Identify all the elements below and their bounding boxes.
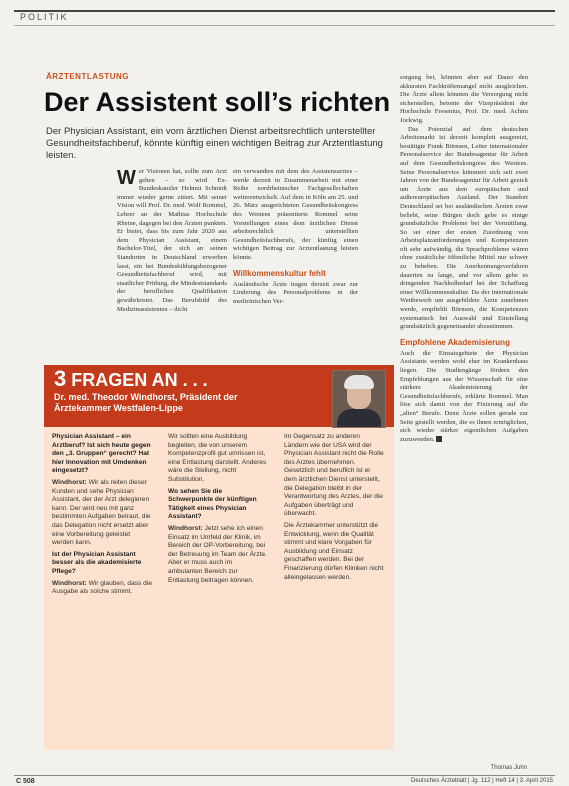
article-column-2 — [233, 168, 358, 306]
article-column-3 — [400, 74, 528, 444]
interview-number: 3 — [54, 366, 67, 391]
page-number: C 508 — [16, 778, 35, 785]
subheading-akademisierung: Empfohlene Akademisierung — [400, 337, 510, 347]
subheading-willkommenskultur: Willkommenskultur fehlt — [233, 268, 326, 278]
interview-answer: Die Ärztekammer unterstützt die Entwicklung, wenn die Qualität stimmt und klare Vorgaben für Ausbildung und Einsatz geschaffen werden. Bei der Finanzierung dürfen Kliniken nicht alleingelassen werden. — [284, 521, 384, 581]
interview-title-line — [54, 366, 208, 391]
interview-answer: Wir sollten eine Ausbildung begleiten, die von unserem Kompetenzprofil gut umrissen ist, eine Entlastung darstellt. Anderes wäre die Stellung, nicht Substitution. — [168, 433, 267, 483]
column-2-paragraph-1: ein verwandtes mit dem des Assistenzarztes – werde derzeit in Zusammenarbeit mit einer Reihe nordrheinischer Fachgesellschaften weiterentwickelt. Auf dem in Köln am 25. und 26. März ausgerichteten Gesundheitskongress des Westens präsentierte Rommel seine Vorstellungen eines dem ärztlichen Dienst arbeitsrechtlich unterstellten Gesundheitsfachberufs, der künftig einen wichtigen Beitrag zur Arztentlastung leisten könnte. — [233, 168, 358, 261]
drop-cap: W — [117, 167, 136, 189]
column-3-paragraph-1: sorgung bei, könnten aber auf Dauer den akkuraten Fachkräftemangel nicht ausgleichen. Die Ärzte allein könnten die Versorgung nicht sicherstellen, betonte der Vizepräsident der Hochschule Fresenius, Prof. Dr. med. Achim Jockwig. — [400, 74, 528, 124]
article-lead: Der Physician Assistant, ein vom ärztlichen Dienst arbeitsrechtlich unterstellter Gesundheitsfachberuf, könnte künftig einen wichtigen Beitrag zur Arztentlastung leisten. — [46, 126, 383, 161]
section-bar — [14, 10, 555, 26]
interview-answer: Windhorst: Wir glauben, dass die Ausgabe als solche stimmt. — [52, 579, 152, 596]
column-3-paragraph-2: Das Potenzial auf dem deutschen Arbeitsmarkt ist derzeit komplett ausgereizt, bestätigte Frank Börnsen, Leiter internationaler Personalservice der Bundesagentur für Arbeit auf dem Gesundheitskongress des Westens. Seine Personalservice kümmert sich seit zwei Jahren von der Bundesagentur für Arbeit gezielt um Ärzte aus dem europäischen und außereuropäischen Ausland. Der Standort Deutschland sei bei ausländischen Ärzten zwar beliebt, seine Bürgen doch gebe es einige grundsätzliche Probleme bei der Vermittlung. So sei einer der ersten Zuordnung von Arbeitsplatzanforderungen und Kompetenzen oft sehr aufwändig, die Sprachprobleme wären ohne zusätzliche öffentliche Mittel nur schwer zu beheben. Die Anerkennungsverfahren dauerten zu lange, und vor allem gebe es dringenden Nachholbedarf bei der Schaffung einer Willkommenskultur. Da der internationale Wettbewerb um ausgebildete Ärzte zunehmen werde, empfiehlt Börnsen, die Kompetenzen systematisch bei Auswahl und Einstellung grundsätzlich gegeneinander abzustimmen. — [400, 125, 528, 331]
interview-question: Physician Assistant – ein Arztberuf? Ist sich heute gegen den „3. Gruppen“ gerecht? Hat hier Innovation mit Umdenken eingesetzt? — [52, 433, 151, 475]
interview-box — [44, 365, 394, 750]
interview-question: Wo sehen Sie die Schwerpunkte der künftigen Tätigkeit eines Physician Assistant? — [168, 487, 257, 521]
column-3-paragraph-3: Auch die Einsatzgebiete der Physician Assistants werden wohl eher im Krankenhaus liegen. Die Studiengänge fördern den Empfehlungen aus der Wissenschaft für eine stärkere Akademisierung der Gesundheitsfachberufe, erklärte Rommel. Man löse sich damit von der Fixierung auf die „alten“ Berufe. Denn Ärzte sollen gerade zur Seite gestellt werden, die es ihnen ermöglichen, sich wieder stärker eigentlichen Aufgaben zuzuwenden. — [400, 349, 528, 443]
author-credit: Thomas Juhn — [490, 765, 527, 771]
section-label: POLITIK — [20, 12, 69, 22]
column-2-paragraph-2: Ausländische Ärzte tragen derzeit zwar zur Linderung des Personalproblems in der medizinischen Ver- — [233, 280, 358, 305]
interview-column-3 — [284, 433, 384, 585]
interview-answer: Windhorst: Wir als reiten dieser Kunden und sehe Physician Assistant, der der Arzt delegieren kann. Der wird neu mit ganz bestimmten Aufgaben betraut, die das Delegation nicht ersetzt aber eine Vorbereitung geleistet werden kann. — [52, 478, 151, 547]
interview-column-1 — [52, 433, 152, 600]
portrait-photo — [332, 370, 386, 428]
article-kicker: ÄRZTENTLASTUNG — [46, 72, 129, 81]
article-headline: Der Assistent soll’s richten — [44, 87, 391, 117]
interview-answer: Im Gegensatz zu anderen Ländern wie der USA wird der Physician Assistant nicht die Rolle des Arztes übernehmen. Gesetzlich und beruflich ist er dem ärztlichen Dienst unterstellt, die Delegation bleibt in der Verantwortung des Arztes, der die Aufgaben überträgt und überwacht. — [284, 433, 384, 518]
interview-column-2 — [168, 433, 268, 588]
interview-header — [44, 365, 394, 427]
interview-title: FRAGEN AN . . . — [71, 370, 208, 390]
interview-answer: Windhorst: Jetzt sehe ich einen Einsatz im Umfeld der Klinik, im Bereich der OP-Vorbereitung, bei der Betreuung im Team der Ärzte. Aber er muss auch im ambulanten Bereich zur Entlastung beitragen können. — [168, 524, 267, 584]
end-of-article-mark — [436, 436, 442, 442]
footer-rule — [14, 775, 555, 776]
column-1-text: er Visionen hat, sollte zum Arzt gehen – so wird Ex-Bundeskanzler Helmut Schmidt immer wieder gerne zitiert. Mit seiner Vision will Prof. Dr. med. Wolf Rommel, Lehrer an der Mathias Hochschule Rheine, dagegen bei den Ärzten punkten. Er bietet, dass bis zum Jahr 2020 aus dem Physician Assistant, einem Bachelor-Titel, der sich an seinen Standorten in Deutschland erwerben lasst, ein bei Bundesbildungsbezogener Gesundheitsfachberuf wird, mit staatlicher Prüfung, die Mindeststandards der beruflichen Qualifikation gewährleistet. Das Berufsbild des Medizinassistenten – dicht — [117, 168, 227, 313]
journal-citation: Deutsches Ärzteblatt | Jg. 112 | Heft 14 | 3. April 2015 — [411, 778, 553, 784]
article-column-1 — [117, 168, 227, 314]
interview-subtitle: Dr. med. Theodor Windhorst, Präsident der Ärztekammer Westfalen-Lippe — [54, 392, 238, 413]
interview-question: Ist der Physician Assistant besser als die akademisierte Pflege? — [52, 550, 142, 575]
